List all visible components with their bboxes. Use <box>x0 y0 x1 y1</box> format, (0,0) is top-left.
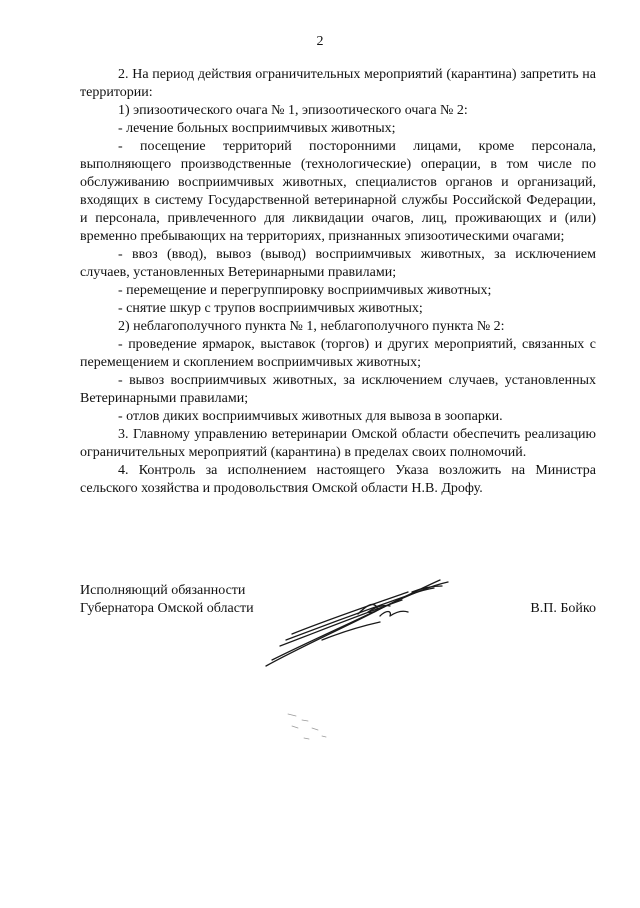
signer-name: В.П. Бойко <box>530 601 596 616</box>
scan-artifact <box>282 708 342 748</box>
paragraph-bullet: - вывоз восприимчивых животных, за исключением случаев, установленных Ветеринарными правилами; <box>80 373 596 406</box>
paragraph-bullet: - ввоз (ввод), вывоз (вывод) восприимчивых животных, за исключением случаев, установленных Ветеринарными правилами; <box>80 247 596 280</box>
page-number: 2 <box>316 34 324 49</box>
signer-title-line: Исполняющий обязанности <box>80 583 246 598</box>
paragraph-bullet: - лечение больных восприимчивых животных; <box>118 121 396 136</box>
paragraph-item-2: 2. На период действия ограничительных мероприятий (карантина) запретить на территории: <box>80 67 596 100</box>
paragraph-bullet: - отлов диких восприимчивых животных для вывоза в зоопарки. <box>118 409 503 424</box>
signer-title-line: Губернатора Омской области <box>80 601 254 616</box>
paragraph-subitem-2: 2) неблагополучного пункта № 1, неблагополучного пункта № 2: <box>118 319 505 334</box>
paragraph-item-3: 3. Главному управлению ветеринарии Омской области обеспечить реализацию ограничительных мероприятий (карантина) в пределах своих полномочий. <box>80 427 596 460</box>
handwritten-signature <box>262 576 458 672</box>
document-body <box>80 66 596 498</box>
paragraph-bullet: - посещение территорий посторонними лицами, кроме персонала, выполняющего производственные (технологические) операции, в том числе по обслуживанию восприимчивых животных, специалистов органов и организаций, входящих в систему Государственной ветеринарной службы Российской Федерации, и персонала, привлеченного для ликвидации очагов, лиц, проживающих и (или) временно пребывающих на территориях, признанных эпизоотическими очагами; <box>80 139 596 244</box>
paragraph-bullet: - проведение ярмарок, выставок (торгов) и других мероприятий, связанных с перемещением и скоплением восприимчивых животных; <box>80 337 596 370</box>
signer-title <box>80 582 254 618</box>
paragraph-bullet: - снятие шкур с трупов восприимчивых животных; <box>118 301 423 316</box>
paragraph-bullet: - перемещение и перегруппировку восприимчивых животных; <box>118 283 492 298</box>
paragraph-item-4: 4. Контроль за исполнением настоящего Указа возложить на Министра сельского хозяйства и продовольствия Омской области Н.В. Дрофу. <box>80 463 596 496</box>
paragraph-subitem-1: 1) эпизоотического очага № 1, эпизоотического очага № 2: <box>118 103 468 118</box>
